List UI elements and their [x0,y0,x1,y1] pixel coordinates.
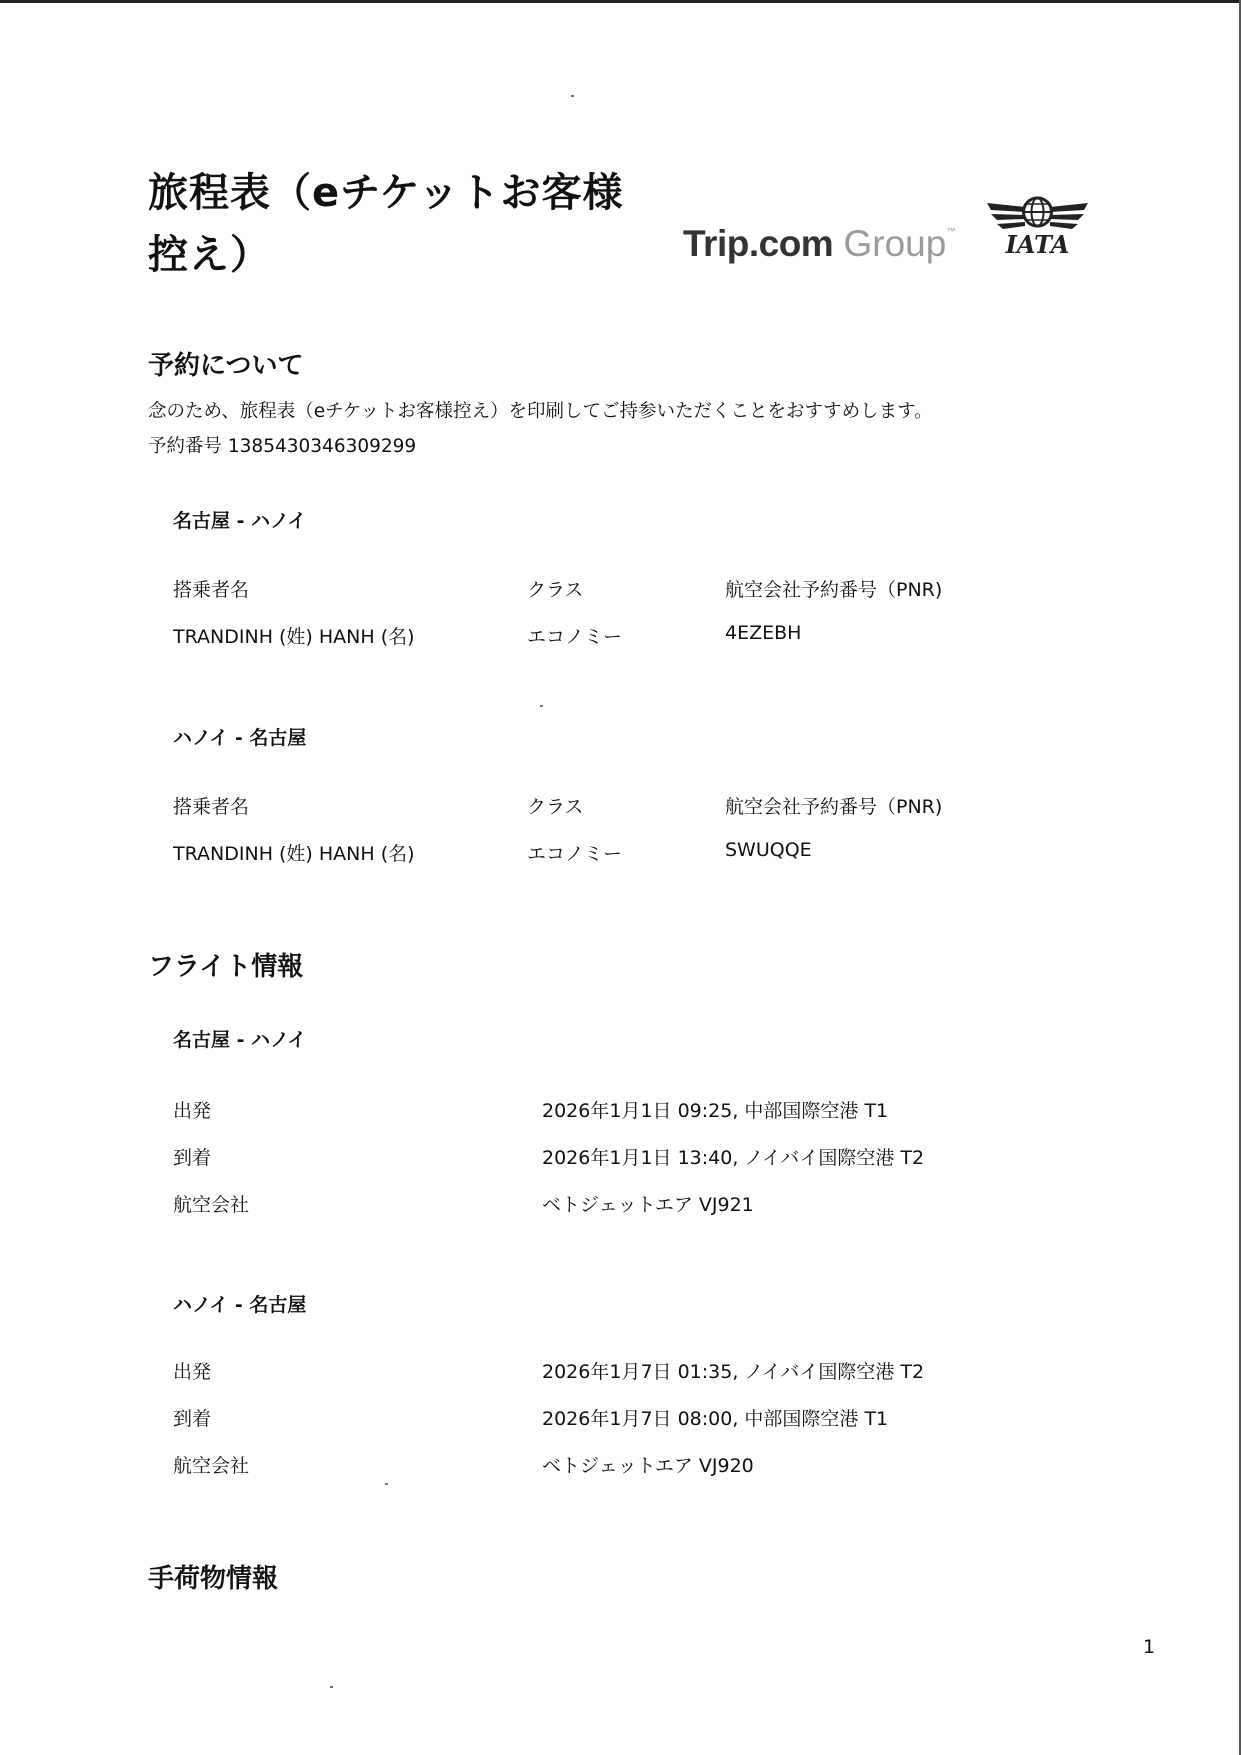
arrival-value: 2026年1月7日 08:00, 中部国際空港 T1 [542,1408,889,1430]
iata-logo-icon [985,189,1090,257]
departure-value: 2026年1月7日 01:35, ノイバイ国際空港 T2 [542,1361,925,1383]
scan-speck [540,705,543,707]
arrival-label: 到着 [173,1147,212,1169]
iata-logo-text: IATA [1005,230,1070,257]
scan-speck [571,95,574,97]
booking-number: 予約番号 1385430346309299 [148,436,417,457]
departure-label: 出発 [173,1100,212,1122]
passenger-name-header: 搭乗者名 [173,796,250,818]
logo-trip-text: Trip.com [683,223,834,264]
class-header: クラス [527,579,584,601]
tripcom-group-logo [683,208,956,264]
booking-heading: 予約について [148,351,304,381]
pnr-code: SWUQQE [725,839,812,861]
document-title [148,162,668,286]
title-line-2: 控え） [148,232,271,278]
print-notice: 念のため、旅程表（eチケットお客様控え）を印刷してご持参いただくことをおすすめします。 [148,401,933,422]
scan-speck [385,1483,388,1485]
baggage-info-heading: 手荷物情報 [148,1564,279,1594]
route-heading: 名古屋 - ハノイ [173,1029,307,1051]
departure-value: 2026年1月1日 09:25, 中部国際空港 T1 [542,1100,889,1122]
flight-info-heading: フライト情報 [148,952,304,982]
class-header: クラス [527,796,584,818]
departure-label: 出発 [173,1361,212,1383]
scan-edge [0,0,1241,3]
pnr-header: 航空会社予約番号（PNR) [725,796,943,818]
airline-label: 航空会社 [173,1455,250,1477]
airline-value: ベトジェットエア VJ921 [542,1194,754,1216]
arrival-value: 2026年1月1日 13:40, ノイバイ国際空港 T2 [542,1147,925,1169]
pnr-header: 航空会社予約番号（PNR) [725,579,943,601]
logo-trademark: ™ [946,226,956,236]
logo-group-text: Group [843,223,947,264]
title-line-1: 旅程表（eチケットお客様 [148,170,624,216]
cabin-class: エコノミー [527,843,623,865]
cabin-class: エコノミー [527,626,623,648]
arrival-label: 到着 [173,1408,212,1430]
route-heading: 名古屋 - ハノイ [173,510,307,532]
passenger-name: TRANDINH (姓) HANH (名) [173,626,415,648]
airline-label: 航空会社 [173,1194,250,1216]
pnr-code: 4EZEBH [725,622,802,644]
page-number: 1 [1143,1636,1156,1658]
airline-value: ベトジェットエア VJ920 [542,1455,754,1477]
route-heading: ハノイ - 名古屋 [173,1294,307,1316]
passenger-name: TRANDINH (姓) HANH (名) [173,843,415,865]
route-heading: ハノイ - 名古屋 [173,727,307,749]
passenger-name-header: 搭乗者名 [173,579,250,601]
scan-speck [330,1686,333,1688]
